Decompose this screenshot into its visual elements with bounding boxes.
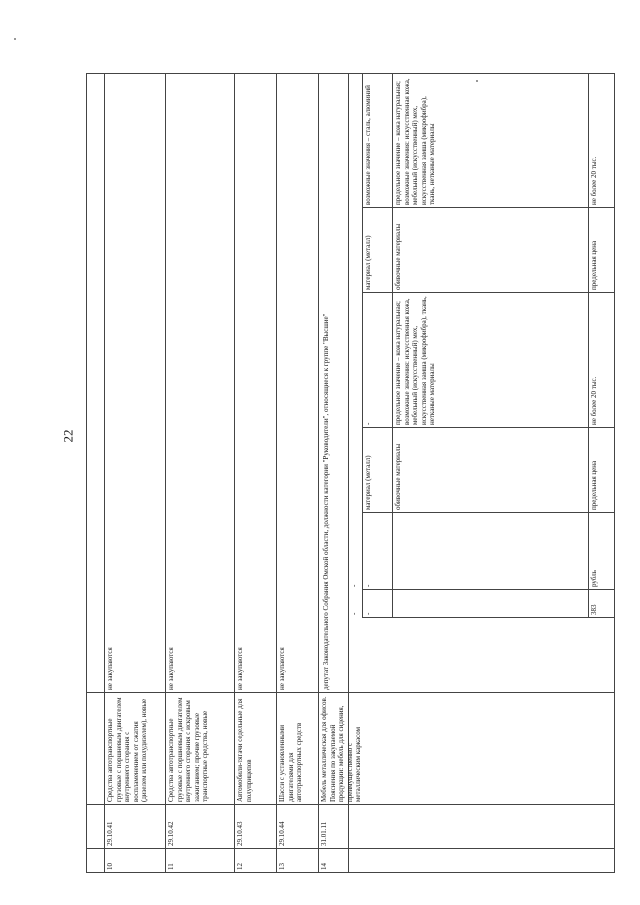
unit-name: рубль: [590, 570, 598, 587]
characteristic-upholstery: обивочные материалы: [394, 443, 402, 510]
dash-value: -: [364, 612, 372, 615]
note: не закупаются: [106, 647, 114, 690]
okpd-code: 29.10.44: [278, 821, 286, 846]
row-number: 13: [278, 863, 286, 870]
category-header: депутат Законодательного Собрания Омской области, должности категории "Руководители", относящиеся к группе "Высшие": [322, 313, 330, 690]
table-border-bottom: [614, 73, 615, 873]
rotated-table: [86, 73, 626, 873]
col-line: [362, 589, 615, 590]
product-name: Средства автотранспортные грузовые с поршневым двигателем внутреннего сгорания с воспламенением от сжатия (дизелем или полудизелем), новые: [106, 697, 149, 802]
price-value: не более 20 тыс.: [590, 156, 598, 205]
okpd-code: 29.10.43: [236, 821, 244, 846]
characteristic-value: -: [364, 422, 372, 425]
okei-code: 383: [590, 604, 598, 615]
note: не закупаются: [167, 647, 175, 690]
note: не закупаются: [236, 647, 244, 690]
dash-value: -: [350, 584, 358, 587]
product-name: Мебель металлическая для офисов. Пояснения по закупаемой продукции: мебель для сидения, преимущественно с металлическим каркасом: [320, 696, 363, 802]
characteristic-value: предельное значение – кожа натуральная; возможные значения: искусственная кожа, мебельный (искусственный) мех, искусственная замша (микрофибра), ткань, нетканые материалы: [394, 296, 437, 425]
characteristic-material: материал (металл): [364, 235, 372, 290]
scan-speck: [14, 38, 16, 40]
row-number: 11: [167, 863, 175, 870]
characteristic-material: материал (металл): [364, 455, 372, 510]
note: не закупаются: [278, 647, 286, 690]
characteristic-upholstery: обивочные материалы: [394, 223, 402, 290]
price-value: не более 20 тыс.: [590, 376, 598, 425]
row-number: 10: [106, 863, 114, 870]
row-number: 12: [236, 863, 244, 870]
okpd-code: 31.01.11: [320, 821, 328, 846]
okpd-code: 29.10.42: [167, 821, 175, 846]
page-number: 22: [60, 429, 76, 443]
dash-value: -: [350, 612, 358, 615]
price-label: предельная цена: [590, 460, 598, 510]
product-name: Шасси с установленными двигателями для автотранспортных средств: [278, 722, 304, 802]
price-label: предельная цена: [590, 240, 598, 290]
row-number: 14: [320, 863, 328, 870]
dash-value: -: [364, 584, 372, 587]
product-name: Средства автотранспортные грузовые с поршневым двигателем внутреннего сгорания с искровым зажиганием; прочие грузовые транспортные средства, новые: [167, 697, 210, 802]
characteristic-value: возможные значения – сталь, алюминий: [364, 85, 372, 205]
characteristic-value: предельное значение – кожа натуральная; возможные значения: искусственная кожа, мебельный (искусственный) мех, искусственная замша (микрофибра), ткань, нетканые материалы: [394, 78, 437, 205]
okpd-code: 29.10.41: [106, 821, 114, 846]
product-name: Автомобили-тягачи седельные для полуприцепов: [236, 698, 253, 802]
col-line: [362, 617, 615, 618]
table-border-top: [86, 73, 87, 873]
